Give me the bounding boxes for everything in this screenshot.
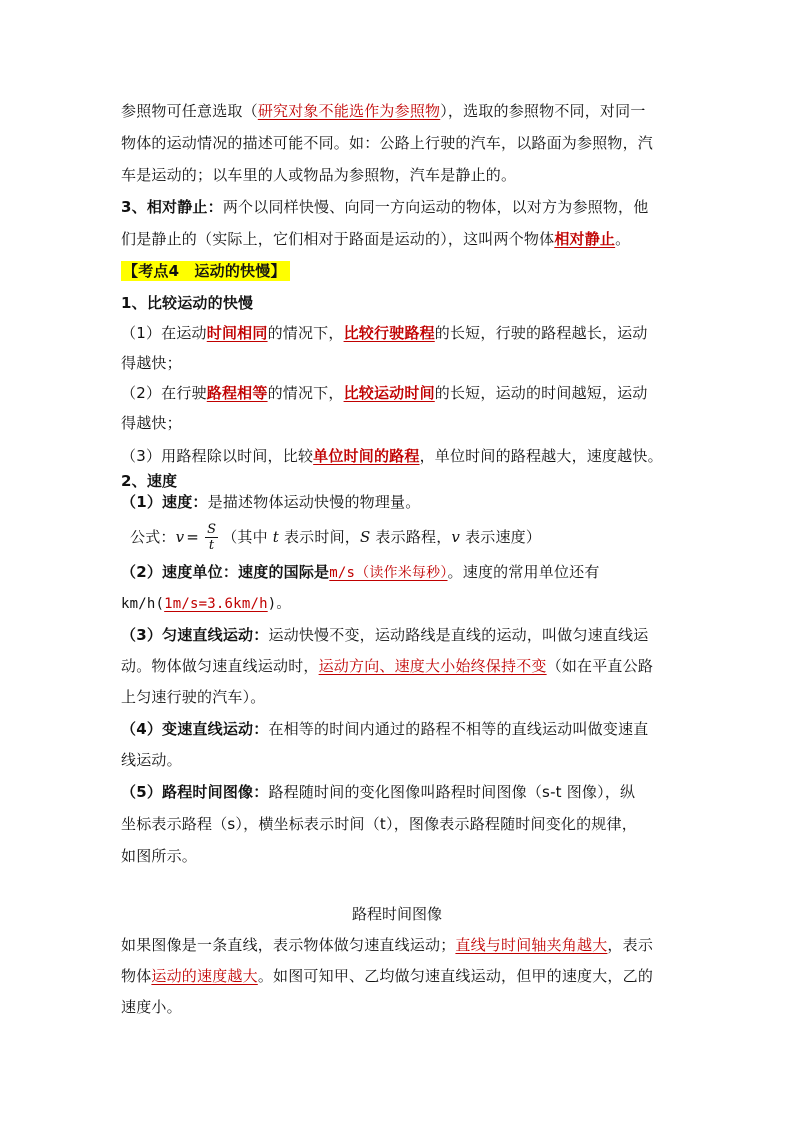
- text: ，单位时间的路程越大，速度越快。: [419, 447, 663, 465]
- emphasis-text: 比较运动时间: [343, 384, 435, 402]
- fraction-denominator: t: [208, 538, 215, 553]
- text: 表示路程，: [370, 528, 452, 546]
- term: （4）变速直线运动：: [121, 720, 269, 738]
- emphasis-text: 单位时间的路程: [313, 447, 420, 465]
- speed-unit-line-1: [121, 562, 681, 582]
- para-relative-rest-line-1: [121, 197, 681, 217]
- uniform-motion-line-1: [121, 625, 681, 645]
- para-reference-line-1: [121, 101, 681, 121]
- text: 路程随时间的变化图像叫路程时间图像（s-t 图像），纵: [268, 783, 636, 801]
- para-reference-line-2: 物体的运动情况的描述可能不同。如：公路上行驶的汽车，以路面为参照物，汽: [121, 134, 654, 152]
- emphasis-text: 运动方向、速度大小始终保持不变: [318, 657, 547, 675]
- formula-label: 公式：: [130, 528, 176, 546]
- term: （3）匀速直线运动：: [121, 626, 269, 644]
- figure-caption: 路程时间图像: [351, 905, 442, 923]
- uniform-motion-line-2: [121, 656, 681, 676]
- text: 。如图可知甲、乙均做匀速直线运动，但甲的速度大，乙的: [257, 967, 654, 985]
- section-heading: [121, 261, 681, 281]
- text: ），选取的参照物不同，对同一: [440, 102, 646, 120]
- definition-speed: [121, 492, 681, 512]
- formula-symbol: t: [272, 528, 279, 546]
- text: 是: [314, 563, 330, 581]
- text: 表示速度）: [460, 528, 542, 546]
- text: 的长短，行驶的路程越长，运动: [434, 324, 648, 342]
- subheading: 3、相对静止：: [121, 198, 223, 216]
- text: 两个以同样快慢、向同一方向运动的物体，以对方为参照物，他: [222, 198, 649, 216]
- list-item-continued: 得越快；: [121, 414, 182, 432]
- variable-motion-line-1: [121, 719, 681, 739]
- text: 动。物体做匀速直线运动时，: [121, 657, 319, 675]
- st-graph-line-3: 如图所示。: [121, 847, 198, 865]
- text: （2）在行驶: [121, 384, 207, 402]
- emphasis-text: 比较行驶路程: [343, 324, 435, 342]
- formula-equals: =: [186, 528, 200, 546]
- formula-symbol: v: [451, 528, 461, 546]
- formula-symbol: S: [359, 528, 371, 546]
- para-reference-line-3: 车是运动的；以车里的人或物品为参照物，汽车是静止的。: [121, 166, 517, 184]
- text: 物体: [121, 967, 152, 985]
- text: )。: [267, 596, 291, 612]
- emphasis-text: 直线与时间轴夹角越大: [455, 936, 608, 954]
- text: 的情况下，: [267, 324, 344, 342]
- emphasis-text: 运动的速度越大: [151, 967, 258, 985]
- text: （如在平直公路: [546, 657, 654, 675]
- list-item-continued: 得越快；: [121, 354, 182, 372]
- formula-line: [130, 520, 690, 554]
- highlight-heading: 【考点4 运动的快慢】: [121, 261, 290, 281]
- list-item: [121, 446, 681, 466]
- text: km/h(: [121, 596, 165, 612]
- emphasis-text: 研究对象不能选作为参照物: [257, 102, 441, 120]
- text: 们是静止的（实际上，它们相对于路面是运动的），这叫两个物体: [121, 230, 555, 248]
- term: （1）速度：: [121, 493, 208, 511]
- text: 如果图像是一条直线，表示物体做匀速直线运动；: [121, 936, 456, 954]
- text: 的长短，运动的时间越短，运动: [434, 384, 648, 402]
- text: 。: [615, 230, 631, 248]
- formula-fraction: [205, 522, 218, 553]
- text: 运动快慢不变，运动路线是直线的运动，叫做匀速直线运: [268, 626, 649, 644]
- graph-explanation-line-1: [121, 935, 681, 955]
- text: ，表示: [607, 936, 654, 954]
- uniform-motion-line-3: 上匀速行驶的汽车）。: [121, 688, 266, 706]
- subsection-heading: 1、比较运动的快慢: [121, 294, 254, 312]
- speed-unit-line-2: [121, 593, 681, 613]
- para-relative-rest-line-2: [121, 229, 681, 249]
- text: 。速度的常用单位还有: [447, 563, 600, 581]
- emphasis-text: 路程相等: [206, 384, 268, 402]
- st-graph-line-1: [121, 782, 681, 802]
- formula-symbol: v: [175, 528, 185, 546]
- emphasis-text: 相对静止: [554, 230, 616, 248]
- subsection-heading: 2、速度: [121, 472, 178, 490]
- graph-explanation-line-3: 速度小。: [121, 998, 182, 1016]
- emphasis-text: m/s（读作米每秒）: [329, 565, 448, 581]
- variable-motion-line-2: 线运动。: [121, 751, 182, 769]
- emphasis-text: 时间相同: [206, 324, 268, 342]
- text: （3）用路程除以时间，比较: [121, 447, 314, 465]
- st-graph-line-2: 坐标表示路程（s），横坐标表示时间（t），图像表示路程随时间变化的规律，: [121, 815, 637, 833]
- text: （1）在运动: [121, 324, 207, 342]
- fraction-numerator: S: [207, 522, 217, 537]
- text: 表示时间，: [279, 528, 360, 546]
- graph-explanation-line-2: [121, 966, 681, 986]
- term: （2）速度单位：速度的国际: [121, 563, 315, 581]
- emphasis-text: 1m/s=3.6km/h: [164, 596, 268, 612]
- text: 的情况下，: [267, 384, 344, 402]
- list-item: [121, 323, 681, 343]
- list-item: [121, 383, 681, 403]
- text: 是描述物体运动快慢的物理量。: [207, 493, 421, 511]
- text: （其中: [222, 528, 273, 546]
- text: 参照物可任意选取（: [121, 102, 258, 120]
- text: 在相等的时间内通过的路程不相等的直线运动叫做变速直: [268, 720, 649, 738]
- term: （5）路程时间图像：: [121, 783, 269, 801]
